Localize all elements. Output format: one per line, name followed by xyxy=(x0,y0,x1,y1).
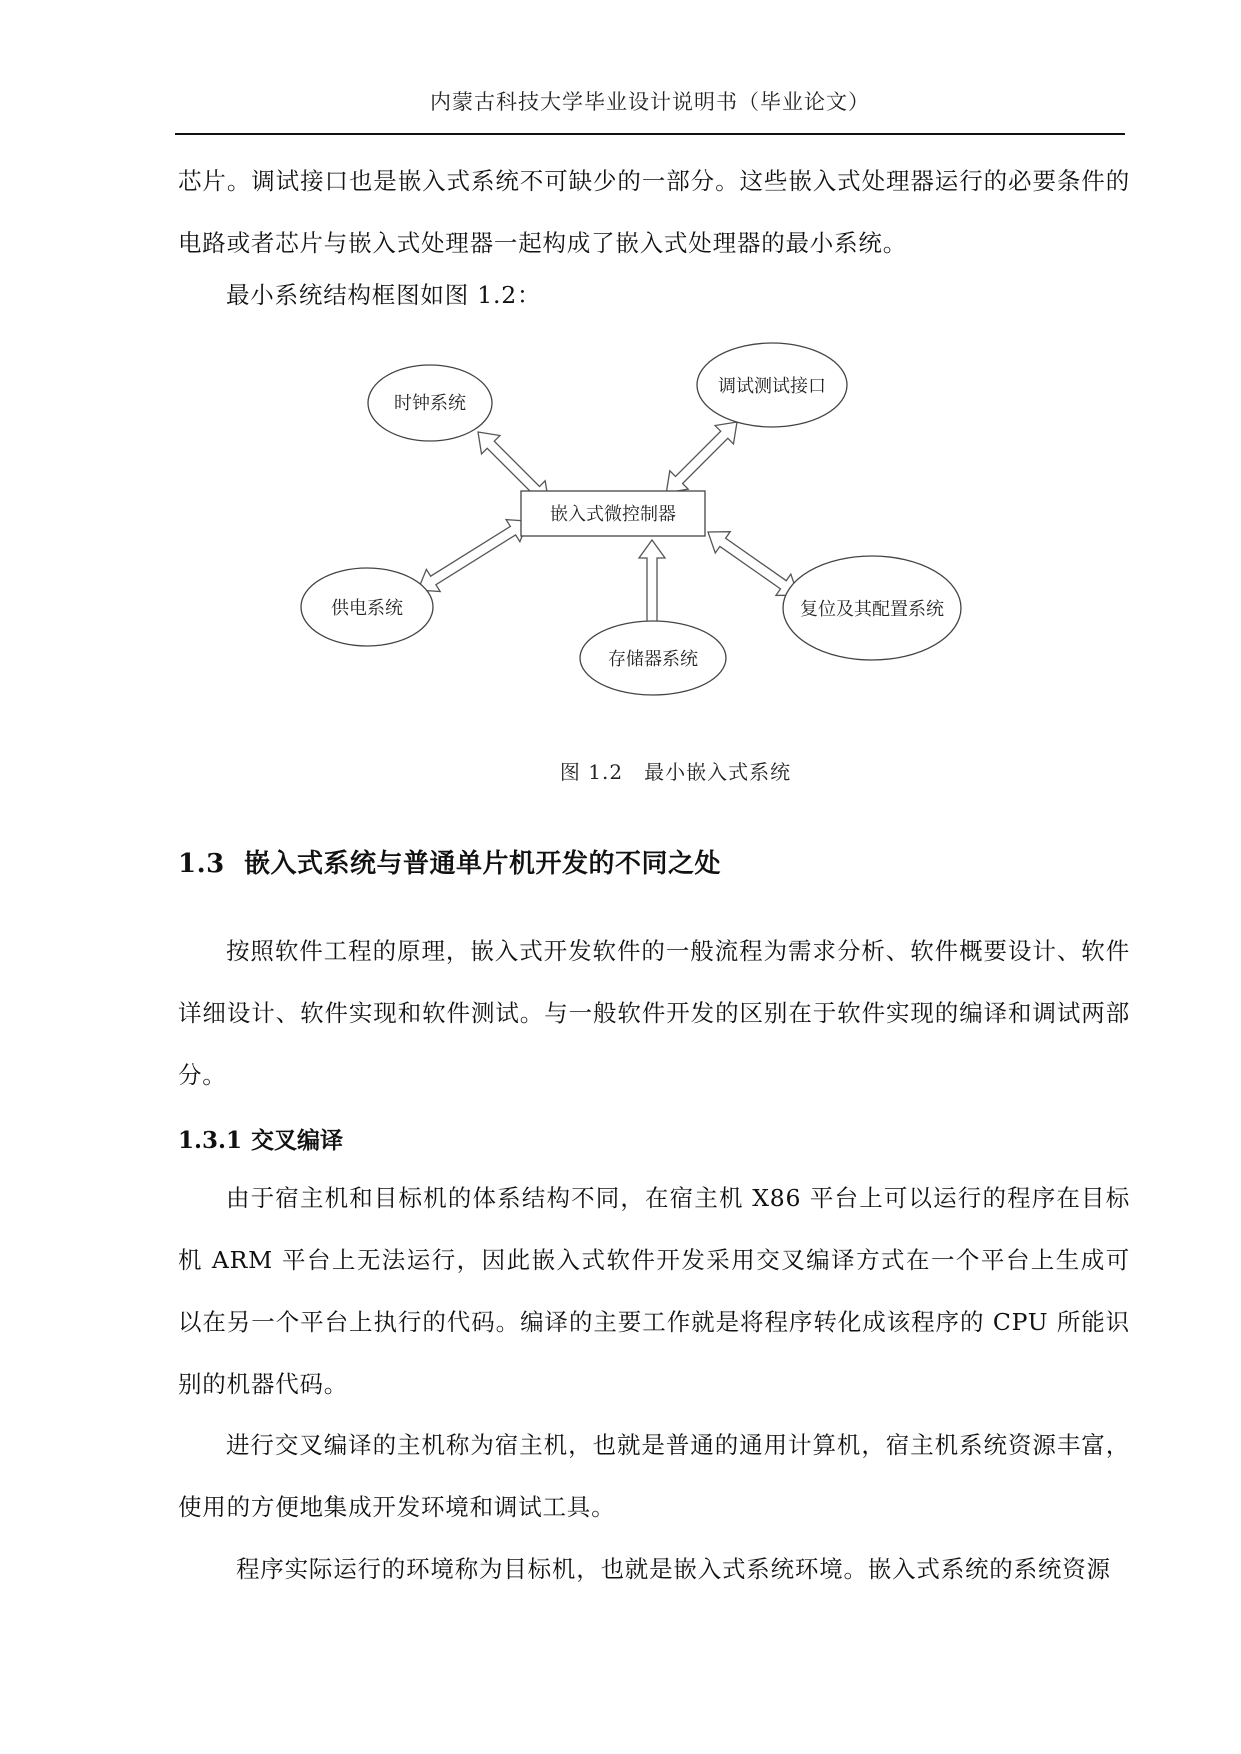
center-label: 嵌入式微控制器 xyxy=(550,504,676,525)
paragraph-6: 程序实际运行的环境称为目标机，也就是嵌入式系统环境。嵌入式系统的系统资源 xyxy=(236,1555,1111,1583)
paragraph-1: 芯片。调试接口也是嵌入式系统不可缺少的一部分。这些嵌入式处理器运行的必要条件的电路或者芯片与嵌入式处理器一起构成了嵌入式处理器的最小系统。 xyxy=(178,167,1130,257)
section-heading xyxy=(178,843,721,880)
paragraph-4: 由于宿主机和目标机的体系结构不同，在宿主机 X86 平台上可以运行的程序在目标机 ARM 平台上无法运行，因此嵌入式软件开发采用交叉编译方式在一个平台上生成可以在另一个平台上执行的代码。编译的主要工作就是将程序转化成该程序的 CPU 所能识别的机器代码。 xyxy=(178,1184,1130,1398)
node-debug-label: 调试测试接口 xyxy=(718,376,826,397)
section-number: 1.3 xyxy=(178,849,225,879)
node-reset-label: 复位及其配置系统 xyxy=(800,599,944,620)
node-power-label: 供电系统 xyxy=(331,598,403,619)
arrow-debug xyxy=(657,413,746,502)
subsection-title: 交叉编译 xyxy=(251,1127,343,1154)
paragraph-2: 最小系统结构框图如图 1.2： xyxy=(226,281,542,309)
paragraph-5: 进行交叉编译的主机称为宿主机，也就是普通的通用计算机，宿主机系统资源丰富，使用的方便地集成开发环境和调试工具。 xyxy=(178,1431,1130,1521)
section-title: 嵌入式系统与普通单片机开发的不同之处 xyxy=(244,849,722,879)
paragraph-3: 按照软件工程的原理，嵌入式开发软件的一般流程为需求分析、软件概要设计、软件详细设计、软件实现和软件测试。与一般软件开发的区别在于软件实现的编译和调试两部分。 xyxy=(178,937,1130,1089)
node-clock-label: 时钟系统 xyxy=(394,393,466,414)
minimal-system-diagram xyxy=(0,0,1241,760)
arrow-power xyxy=(411,510,535,601)
figure-caption: 图 1.2 最小嵌入式系统 xyxy=(559,760,792,784)
page-header: 内蒙古科技大学毕业设计说明书（毕业论文） xyxy=(430,90,870,114)
subsection-heading xyxy=(178,1122,343,1155)
node-storage-label: 存储器系统 xyxy=(608,649,698,670)
subsection-number: 1.3.1 xyxy=(178,1127,243,1154)
